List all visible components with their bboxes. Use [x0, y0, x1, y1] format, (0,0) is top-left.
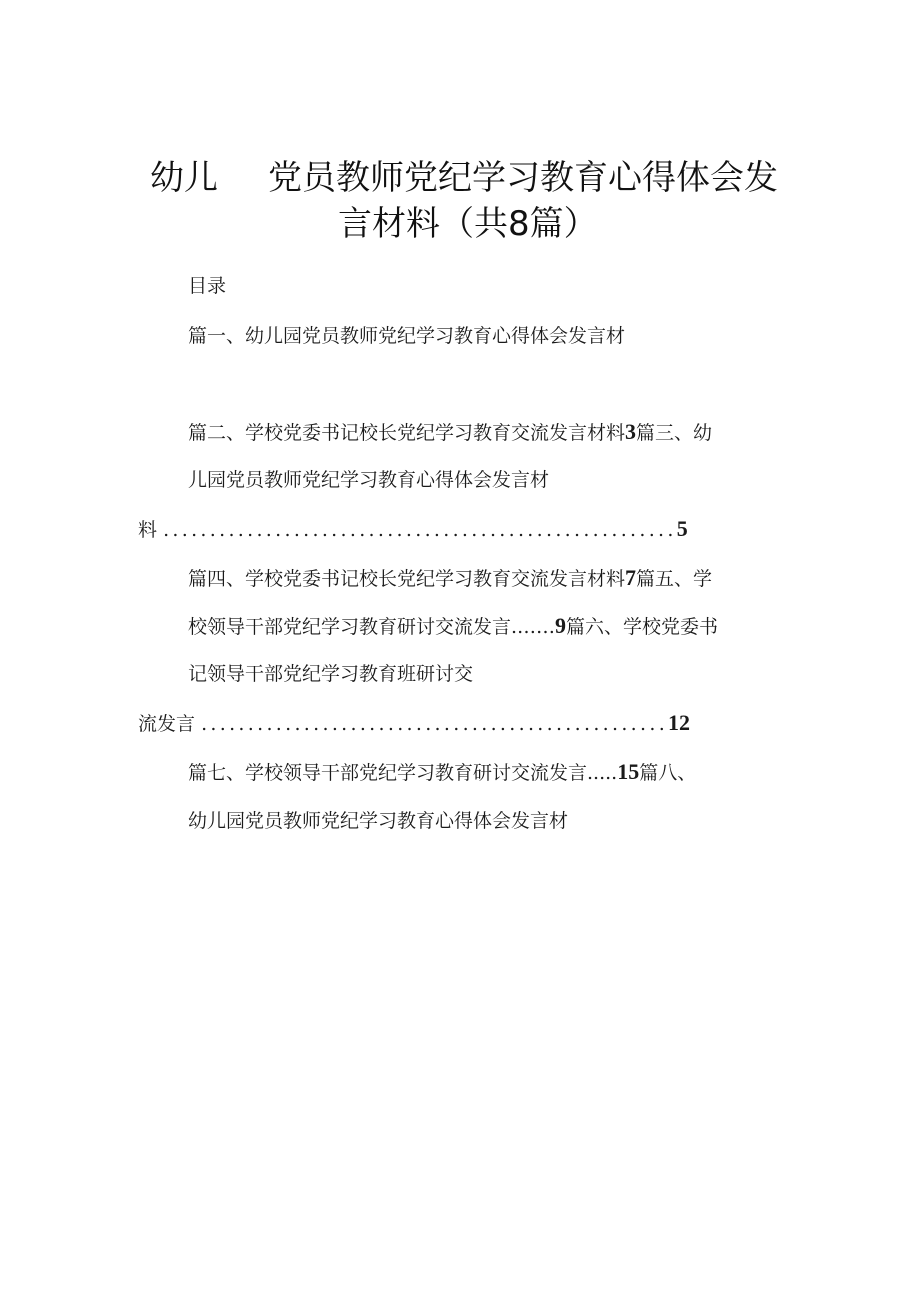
toc-entry-3-continued[interactable]: 儿园党员教师党纪学习教育心得体会发言材 [188, 469, 550, 491]
toc-entry-row-3-end [138, 517, 688, 542]
toc-entry-7[interactable]: 篇七、学校领导干部党纪学习教育研讨交流发言..... [188, 762, 618, 784]
toc-entry-5-page: 9 [555, 613, 567, 638]
toc-entry-6-continued[interactable]: 记领导干部党纪学习教育班研讨交 [188, 663, 474, 685]
toc-entry-row-2 [188, 420, 712, 445]
toc-entry-6-end[interactable]: 流发言 [138, 713, 196, 735]
toc-entry-8-continued[interactable]: 幼儿园党员教师党纪学习教育心得体会发言材 [188, 810, 569, 832]
toc-entry-1[interactable]: 篇一、幼儿园党员教师党纪学习教育心得体会发言材 [188, 325, 626, 347]
toc-leader-dots: .................................................. [201, 713, 669, 735]
toc-entry-5-start[interactable]: 篇五、学 [636, 568, 713, 590]
toc-entry-3-start[interactable]: 篇三、幼 [636, 422, 713, 444]
toc-entry-5-continued[interactable]: 校领导干部党纪学习教育研讨交流发言. [188, 616, 518, 638]
toc-entry-3-page: 5 [676, 516, 688, 541]
toc-entry-6-page: 12 [668, 710, 691, 735]
toc-heading: 目录 [188, 275, 227, 297]
toc-entry-4[interactable]: 篇四、学校党委书记校长党纪学习教育交流发言材料 [188, 568, 626, 590]
toc-entry-8-start[interactable]: 篇八、 [639, 762, 697, 784]
toc-entry-6-start[interactable]: 篇六、学校党委书 [566, 616, 719, 638]
toc-leader-dots: …… [517, 616, 556, 638]
toc-entry-2[interactable]: 篇二、学校党委书记校长党纪学习教育交流发言材料 [188, 422, 626, 444]
toc-entry-4-page: 7 [625, 565, 637, 590]
toc-entry-3-end[interactable]: 料 [138, 519, 158, 541]
toc-entry-row-6-end [138, 711, 690, 736]
document-title-line2: 言材料（共8篇） [338, 204, 598, 244]
toc-entry-2-page: 3 [625, 419, 637, 444]
toc-entry-7-page: 15 [617, 759, 640, 784]
toc-entry-row-4 [188, 566, 712, 591]
toc-entry-row-7 [188, 760, 696, 785]
toc-entry-row-5 [188, 614, 718, 639]
toc-leader-dots: ....................................................... [163, 519, 677, 541]
document-title-part2: 党员教师党纪学习教育心得体会发 [268, 158, 778, 198]
document-title-part1: 幼儿 [150, 158, 218, 198]
